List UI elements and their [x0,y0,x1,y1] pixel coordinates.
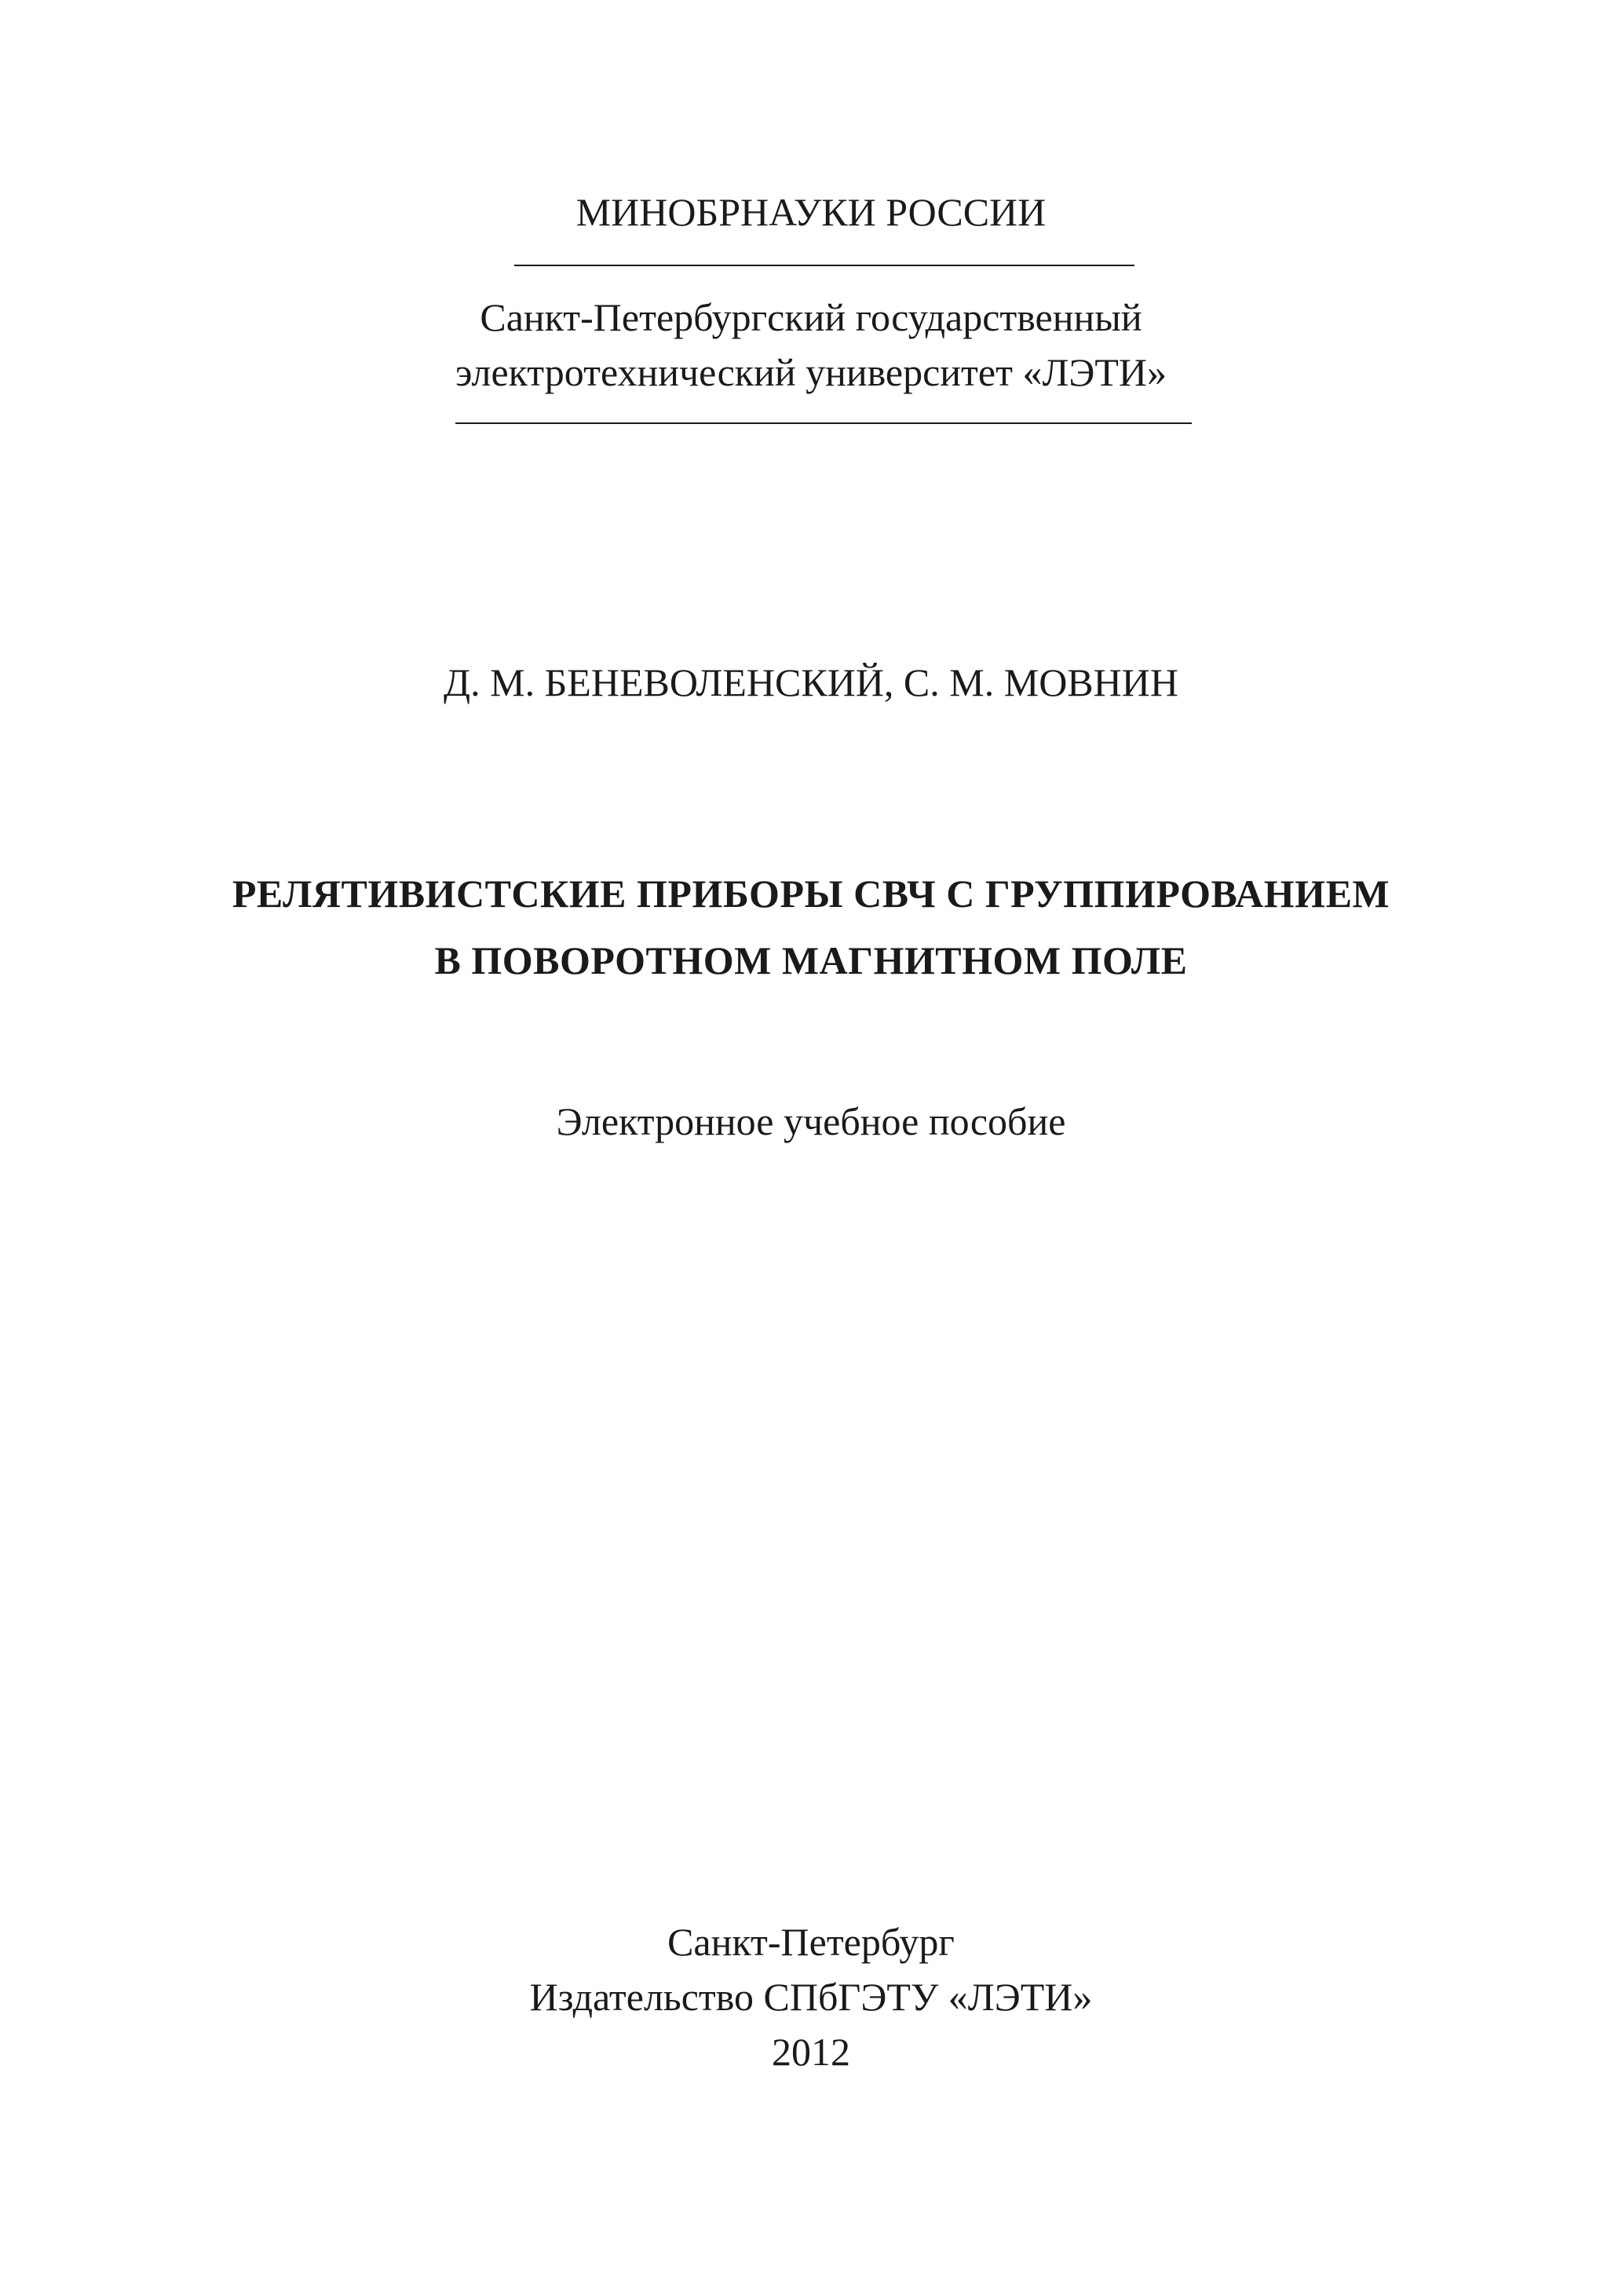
university-name-line-1: Санкт-Петербургский государственный [480,295,1142,339]
ministry-name: МИНОБРНАУКИ РОССИИ [575,190,1047,234]
book-title-line-1: РЕЛЯТИВИСТСКИЕ ПРИБОРЫ СВЧ С ГРУППИРОВАНИЕМ [232,872,1390,916]
imprint-publisher: Издательство СПбГЭТУ «ЛЭТИ» [529,1975,1093,2019]
authors: Д. М. БЕНЕВОЛЕНСКИЙ, С. М. МОВНИН [444,660,1178,704]
header-divider [514,265,1134,266]
imprint-year: 2012 [772,2030,850,2074]
book-subtitle: Электронное учебное пособие [556,1099,1066,1143]
university-name-line-2: электротехнический университет «ЛЭТИ» [455,350,1167,394]
book-title-line-2: В ПОВОРОТНОМ МАГНИТНОМ ПОЛЕ [434,938,1188,982]
imprint-city: Санкт-Петербург [667,1920,955,1964]
university-divider [455,422,1192,424]
